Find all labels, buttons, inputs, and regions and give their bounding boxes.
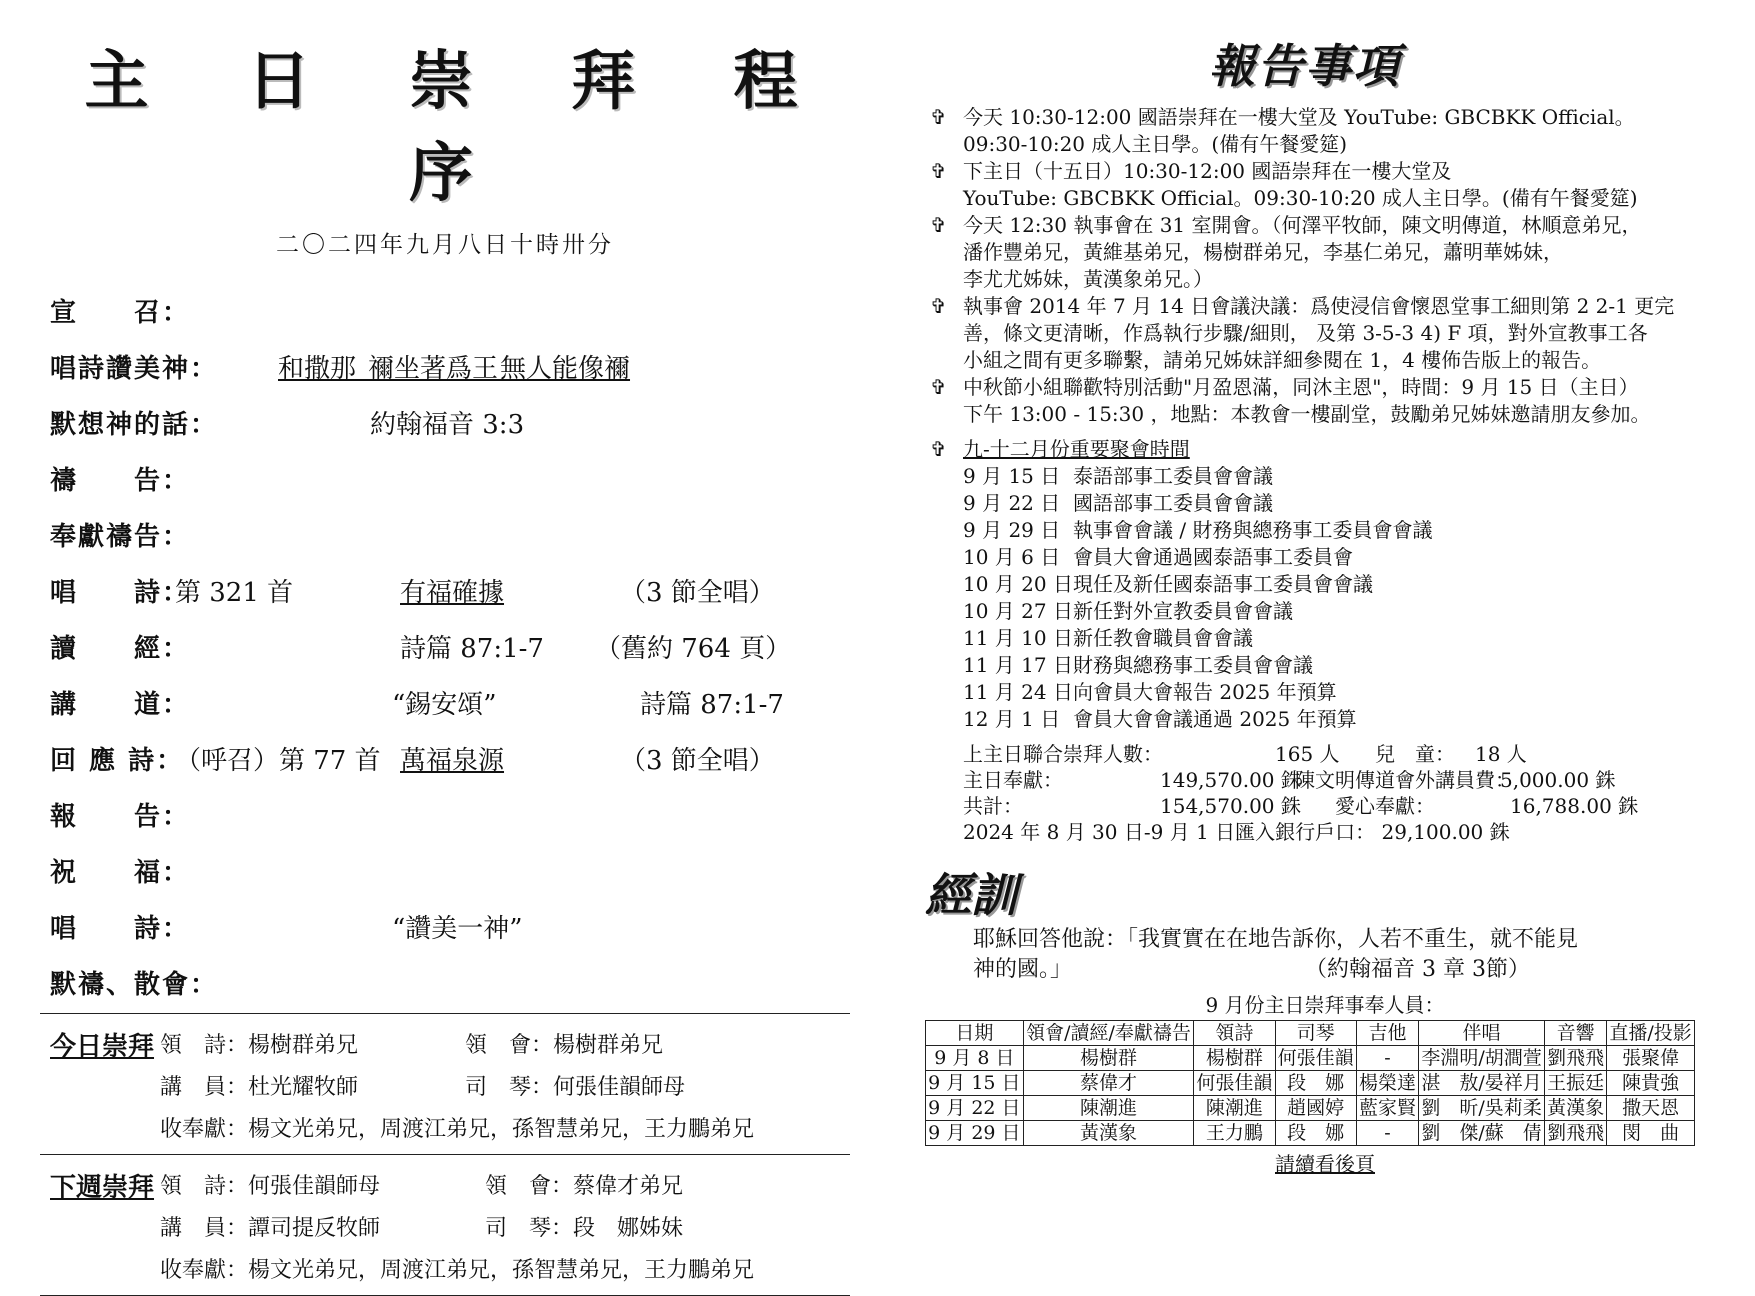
table-header: 伴唱 [1419, 1021, 1545, 1046]
schedule-date: 9 月 22 日 [963, 491, 1061, 515]
schedule-event: 新任對外宣教委員會會議 [1073, 599, 1293, 623]
fee-value: 5,000.00 銖 [1500, 768, 1616, 792]
order-label: 奉獻禱告： [50, 522, 191, 552]
next-heading: 下週崇拜 [50, 1173, 155, 1203]
service-roster-table [925, 1020, 1695, 1146]
schedule-date: 11 月 17 日 [963, 653, 1073, 677]
order-row [40, 677, 850, 733]
today-worship-section [40, 1014, 850, 1154]
announcement-line: 今天 12:30 執事會在 31 室開會。（何澤平牧師，陳文明傳道，林順意弟兄， [963, 213, 1642, 237]
schedule-date: 11 月 24 日 [963, 680, 1073, 704]
order-label: 唱 詩： [50, 914, 191, 944]
table-cell: 王振廷 [1544, 1071, 1606, 1096]
table-cell: - [1356, 1121, 1418, 1146]
table-cell: 9 月 15 日 [926, 1071, 1024, 1096]
announcement-list [925, 104, 1725, 428]
cross-icon: ✞ [930, 213, 947, 237]
announcement-line: 下主日（十五日）10:30-12:00 國語崇拜在一樓大堂及 [963, 159, 1452, 183]
announcement-line: 潘作豐弟兄，黃維基弟兄，楊樹群弟兄，李基仁弟兄，蕭明華姊妹， [963, 240, 1563, 264]
attendance-offering-stats [925, 741, 1725, 845]
table-cell: 湛 敖/晏祥月 [1419, 1071, 1545, 1096]
cross-icon: ✞ [930, 159, 947, 183]
schedule-item [963, 625, 1725, 652]
schedule-event: 執事會會議 / 財務與總務事工委員會會議 [1073, 518, 1433, 542]
today-host: 領 會：楊樹群弟兄 [465, 1033, 664, 1058]
attend-value: 165 人 [1275, 742, 1340, 766]
table-cell: 趙國婷 [1275, 1096, 1356, 1121]
today-lead: 領 詩：楊樹群弟兄 [160, 1033, 359, 1058]
schedule-date: 10 月 27 日 [963, 599, 1073, 623]
offering-value: 149,570.00 銖 [1160, 768, 1301, 792]
hymn-title: 和撒那 [278, 354, 383, 384]
order-detail: （呼召）第 77 首 [175, 746, 381, 776]
schedule-item [963, 463, 1725, 490]
order-row [40, 453, 850, 509]
schedule-date: 10 月 6 日 [963, 545, 1061, 569]
verse-block [925, 925, 1725, 985]
announcement-item [925, 293, 1725, 374]
announcements-panel [925, 30, 1725, 1177]
table-cell: 9 月 29 日 [926, 1121, 1024, 1146]
page-title: 主 日 崇 拜 程 序 [84, 44, 836, 211]
table-row [926, 1046, 1695, 1071]
cross-icon: ✞ [930, 294, 947, 318]
order-note: 詩篇 87:1-7 [640, 690, 784, 720]
order-item: 約翰福音 3:3 [370, 410, 525, 440]
love-value: 16,788.00 銖 [1510, 794, 1639, 818]
service-table-caption: 9 月份主日崇拜事奉人員： [1205, 993, 1445, 1017]
order-note: （舊約 764 頁） [595, 634, 792, 664]
announcements-title: 報告事項 [1209, 39, 1401, 93]
table-row [926, 1121, 1695, 1146]
schedule-event: 國語部事工委員會會議 [1073, 491, 1273, 515]
order-row [40, 397, 850, 453]
table-cell: 9 月 22 日 [926, 1096, 1024, 1121]
cross-icon: ✞ [930, 437, 947, 461]
announcement-item [925, 104, 1725, 158]
schedule-item [963, 679, 1725, 706]
schedule-event: 泰語部事工委員會會議 [1073, 464, 1273, 488]
table-cell: 陳貴強 [1607, 1071, 1695, 1096]
kids-value: 18 人 [1475, 742, 1527, 766]
table-cell: 張聚偉 [1607, 1046, 1695, 1071]
order-row [40, 621, 850, 677]
table-cell: 楊榮達 [1356, 1071, 1418, 1096]
table-cell: 劉 傑/蘇 倩 [1419, 1121, 1545, 1146]
verse-reference: （約翰福音 3 章 3節） [1305, 957, 1530, 982]
schedule-date: 9 月 15 日 [963, 464, 1061, 488]
order-label: 唱詩讚美神： [50, 354, 219, 384]
verse-line-1: 耶穌回答他說：「我實實在在地告訴你，人若不重生，就不能見 [973, 927, 1579, 952]
love-label: 愛心奉獻： [1335, 794, 1435, 818]
total-label: 共計： [963, 794, 1023, 818]
continue-note: 請續看後頁 [1275, 1152, 1375, 1176]
table-cell: 撒天恩 [1607, 1096, 1695, 1121]
schedule-item [963, 571, 1725, 598]
schedule-title: 九-十二月份重要聚會時間 [963, 437, 1190, 461]
schedule-item [963, 544, 1725, 571]
order-label: 讀 經： [50, 634, 191, 664]
schedule-block [925, 436, 1725, 463]
order-label: 禱 告： [50, 466, 191, 496]
schedule-event: 向會員大會報告 2025 年預算 [1073, 680, 1337, 704]
table-cell: 李淵明/胡澗萱 [1419, 1046, 1545, 1071]
table-cell: 段 娜 [1275, 1121, 1356, 1146]
order-label: 講 道： [50, 690, 191, 720]
today-heading: 今日崇拜 [50, 1032, 155, 1062]
table-cell: 陳潮進 [1023, 1096, 1193, 1121]
order-label: 回 應 詩： [50, 746, 185, 776]
schedule-date: 10 月 20 日 [963, 572, 1073, 596]
table-header: 吉他 [1356, 1021, 1418, 1046]
table-cell: 何張佳韻 [1194, 1071, 1275, 1096]
schedule-date: 9 月 29 日 [963, 518, 1061, 542]
next-lead: 領 詩：何張佳韻師母 [160, 1174, 381, 1199]
order-note: （3 節全唱） [620, 578, 775, 608]
order-item: “讚美一神” [392, 914, 523, 944]
schedule-item [963, 490, 1725, 517]
schedule-event: 現任及新任國泰語事工委員會會議 [1073, 572, 1373, 596]
announcement-item [925, 374, 1725, 428]
next-speaker: 講 員：譚司提反牧師 [160, 1216, 381, 1241]
order-item: 萬福泉源 [400, 746, 505, 776]
hymn-title: 禰坐著爲王 [368, 354, 525, 384]
verse-title: 經訓 [925, 868, 1017, 922]
announcement-line: 執事會 2014 年 7 月 14 日會議決議：爲使浸信會懷恩堂事工細則第 2 2-1 更完 [963, 294, 1675, 318]
next-worship-section [40, 1155, 850, 1295]
worship-order-panel [40, 30, 850, 1296]
offering-label: 主日奉獻： [963, 768, 1063, 792]
attend-label: 上主日聯合崇拜人數： [963, 742, 1163, 766]
table-cell: 劉飛飛 [1544, 1046, 1606, 1071]
table-header: 音響 [1544, 1021, 1606, 1046]
order-label: 宣 召： [50, 298, 191, 328]
table-cell: 蔡偉才 [1023, 1071, 1193, 1096]
table-header: 司琴 [1275, 1021, 1356, 1046]
schedule-event: 財務與總務事工委員會會議 [1073, 653, 1313, 677]
fee-label: 陳文明傳道會外講員費： [1295, 768, 1515, 792]
announcement-line: 中秋節小組聯歡特別活動"月盈恩滿，同沐主恩"，時間：9 月 15 日（主日） [963, 375, 1639, 399]
table-cell: 楊樹群 [1023, 1046, 1193, 1071]
announcement-line: 李尤尤姊妹，黃漢象弟兄。） [963, 267, 1213, 291]
next-offering: 收奉獻：楊文光弟兄，周渡江弟兄，孫智慧弟兄，王力鵬弟兄 [160, 1258, 755, 1283]
bank-line: 2024 年 8 月 30 日-9 月 1 日匯入銀行戶口： 29,100.00 銖 [963, 820, 1510, 844]
order-row [40, 957, 850, 1013]
table-cell: 黃漢象 [1544, 1096, 1606, 1121]
today-pianist: 司 琴：何張佳韻師母 [465, 1075, 686, 1100]
next-pianist: 司 琴：段 娜姊妹 [485, 1216, 684, 1241]
schedule-item [963, 652, 1725, 679]
table-header: 領會/讀經/奉獻禱告 [1023, 1021, 1193, 1046]
order-detail: 第 321 首 [175, 578, 294, 608]
announcement-line: 善，條文更清晰，作爲執行步驟/細則， 及第 3-5-3 4) F 項，對外宣教事工各 [963, 321, 1648, 345]
order-label: 報 告： [50, 802, 191, 832]
announcement-line: 今天 10:30-12:00 國語崇拜在一樓大堂及 YouTube: GBCBKK Official。 [963, 105, 1635, 129]
schedule-item [963, 706, 1725, 733]
schedule-event: 會員大會會議通過 2025 年預算 [1073, 707, 1357, 731]
table-header: 直播/投影 [1607, 1021, 1695, 1046]
order-label: 祝 福： [50, 858, 191, 888]
order-row [40, 509, 850, 565]
table-cell: 9 月 8 日 [926, 1046, 1024, 1071]
schedule-date: 11 月 10 日 [963, 626, 1073, 650]
announcement-line: 09:30-10:20 成人主日學。(備有午餐愛筵) [963, 132, 1347, 156]
kids-label: 兒 童： [1375, 742, 1455, 766]
schedule-event: 新任教會職員會會議 [1073, 626, 1253, 650]
order-label: 唱 詩： [50, 578, 191, 608]
table-row [926, 1071, 1695, 1096]
table-cell: 劉飛飛 [1544, 1121, 1606, 1146]
table-cell: 王力鵬 [1194, 1121, 1275, 1146]
today-speaker: 講 員：杜光耀牧師 [160, 1075, 359, 1100]
verse-line-2: 神的國。」 [973, 957, 1073, 982]
table-cell: 楊樹群 [1194, 1046, 1275, 1071]
table-cell: - [1356, 1046, 1418, 1071]
table-cell: 藍家賢 [1356, 1096, 1418, 1121]
order-item: 有福確據 [400, 578, 505, 608]
order-note: （3 節全唱） [620, 746, 775, 776]
order-row [40, 733, 850, 789]
next-host: 領 會：蔡偉才弟兄 [485, 1174, 684, 1199]
schedule-event: 會員大會通過國泰語事工委員會 [1073, 545, 1353, 569]
order-row [40, 341, 850, 397]
order-label: 默禱、散會： [50, 970, 219, 1000]
cross-icon: ✞ [930, 375, 947, 399]
cross-icon: ✞ [930, 105, 947, 129]
order-row [40, 565, 850, 621]
order-label: 默想神的話： [50, 410, 219, 440]
announcement-line: 小組之間有更多聯繫，請弟兄姊妹詳細參閱在 1，4 樓佈告版上的報告。 [963, 348, 1602, 372]
table-cell: 何張佳韻 [1275, 1046, 1356, 1071]
table-cell: 閔 曲 [1607, 1121, 1695, 1146]
order-row [40, 789, 850, 845]
order-row [40, 845, 850, 901]
table-cell: 黃漢象 [1023, 1121, 1193, 1146]
table-cell: 劉 昕/吳莉柔 [1419, 1096, 1545, 1121]
service-date: 二〇二四年九月八日十時卅分 [276, 232, 614, 258]
order-item: “錫安頌” [392, 690, 497, 720]
table-header: 領詩 [1194, 1021, 1275, 1046]
today-offering: 收奉獻：楊文光弟兄，周渡江弟兄，孫智慧弟兄，王力鵬弟兄 [160, 1117, 755, 1142]
schedule-list [925, 463, 1725, 733]
order-row [40, 901, 850, 957]
order-row [40, 285, 850, 341]
schedule-item [963, 598, 1725, 625]
schedule-date: 12 月 1 日 [963, 707, 1061, 731]
table-cell: 段 娜 [1275, 1071, 1356, 1096]
announcement-item [925, 212, 1725, 293]
table-header: 日期 [926, 1021, 1024, 1046]
announcement-line: 下午 13:00 - 15:30 ，地點：本教會一樓副堂，鼓勵弟兄姊妹邀請朋友參加。 [963, 402, 1651, 426]
table-row [926, 1096, 1695, 1121]
table-cell: 陳潮進 [1194, 1096, 1275, 1121]
schedule-item [963, 517, 1725, 544]
total-value: 154,570.00 銖 [1160, 794, 1301, 818]
announcement-item [925, 158, 1725, 212]
order-item: 詩篇 87:1-7 [400, 634, 544, 664]
hymn-title: 無人能像禰 [500, 354, 631, 384]
worship-order-list [40, 285, 850, 1013]
announcement-line: YouTube: GBCBKK Official。09:30-10:20 成人主日學。(備有午餐愛筵) [963, 186, 1638, 210]
